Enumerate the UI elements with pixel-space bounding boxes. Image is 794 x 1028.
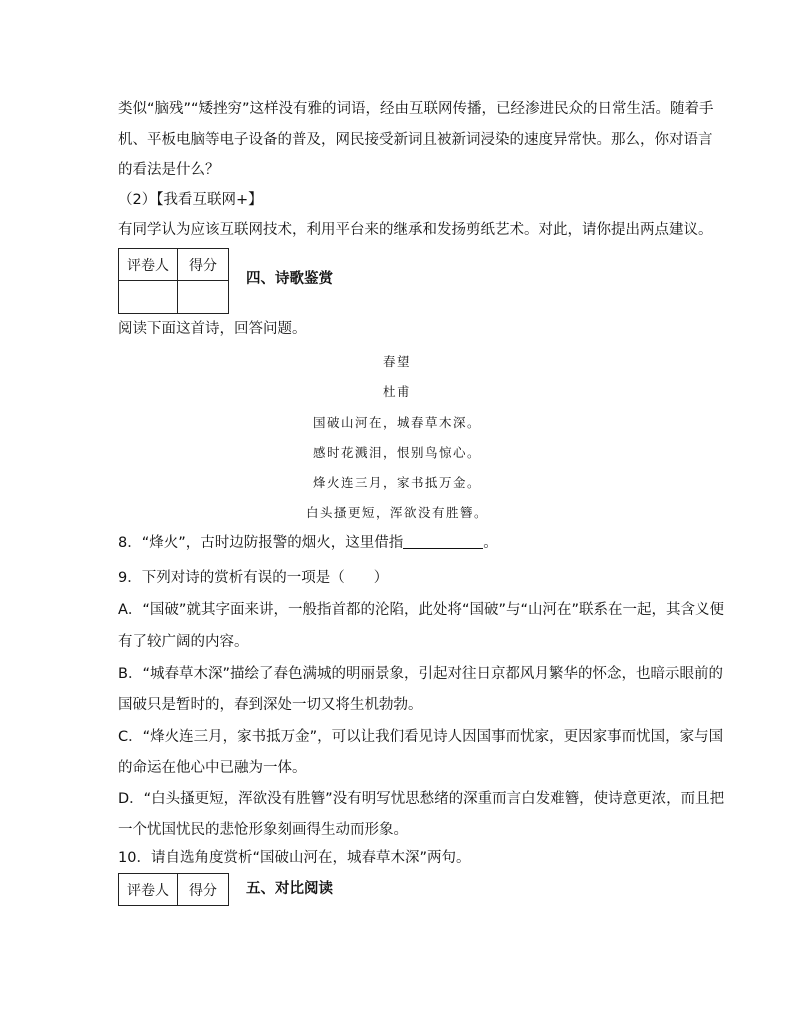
option-d-line-1: D．“白头搔更短，浑欲没有胜簪”没有明写忧思愁绪的深重而言白发难簪，使诗意更浓，而且把	[118, 791, 725, 807]
score-table-section-4	[118, 248, 229, 314]
poem-line-3: 烽火连三月，家书抵万金。	[312, 475, 481, 490]
section-5-title: 五、对比阅读	[246, 881, 333, 897]
option-c-line-2: 的命运在他心中已融为一体。	[118, 760, 307, 776]
question-9-stem: 9．下列对诗的赏析有误的一项是（ ）	[118, 570, 389, 586]
intro-line-1: 类似“脑残”“矮挫穷”这样没有雅的词语，经由互联网传播，已经渗进民众的日常生活。随着手	[118, 101, 714, 117]
poem-line-2: 感时花溅泪，恨别鸟惊心。	[312, 445, 481, 460]
option-d-line-2: 一个忧国忧民的悲怆形象刻画得生动而形象。	[118, 822, 408, 838]
section-4-title: 四、诗歌鉴赏	[246, 271, 333, 287]
question-8-end: 。	[483, 535, 498, 551]
score-cell[interactable]	[178, 281, 229, 314]
subquestion-2-label: （2）【我看互联网+】	[118, 192, 263, 208]
question-10: 10．请自选角度赏析“国破山河在，城春草木深”两句。	[118, 850, 471, 866]
option-a-line-1: A．“国破”就其字面来讲，一般指首都的沦陷，此处将“国破”与“山河在”联系在一起，其含义便	[118, 602, 724, 618]
option-c-line-1: C．“烽火连三月，家书抵万金”，可以让我们看见诗人因国事而忧家，更因家事而忧国，家与国	[118, 729, 724, 745]
subquestion-2-text: 有同学认为应该互联网技术，利用平台来的继承和发扬剪纸艺术。对此，请你提出两点建议。	[118, 222, 713, 238]
question-8-text: 8．“烽火”，古时边防报警的烟火，这里借指	[118, 535, 404, 551]
poem-line-4: 白头搔更短，浑欲没有胜簪。	[305, 505, 488, 520]
score-header: 得分	[178, 874, 229, 906]
option-b-line-1: B．“城春草木深”描绘了春色满城的明丽景象，引起对往日京都风月繁华的怀念，也暗示眼前的	[118, 666, 723, 682]
poem-title: 春望	[382, 354, 411, 369]
score-table-section-5	[118, 873, 229, 906]
option-a-line-2: 有了较广阔的内容。	[118, 634, 249, 650]
option-b-line-2: 国破只是暂时的，春到深处一切又将生机勃勃。	[118, 697, 423, 713]
question-8	[118, 533, 498, 553]
reviewer-header: 评卷人	[119, 249, 178, 281]
read-instruction: 阅读下面这首诗，回答问题。	[118, 321, 307, 337]
poem-author: 杜甫	[382, 384, 411, 399]
score-header: 得分	[178, 249, 229, 281]
answer-blank[interactable]	[403, 534, 483, 549]
intro-line-3: 的看法是什么？	[118, 162, 220, 178]
reviewer-cell[interactable]	[119, 281, 178, 314]
reviewer-header: 评卷人	[119, 874, 178, 906]
poem-line-1: 国破山河在，城春草木深。	[312, 415, 481, 430]
intro-line-2: 机、平板电脑等电子设备的普及，网民接受新词且被新词浸染的速度异常快。那么，你对语言	[118, 132, 713, 148]
